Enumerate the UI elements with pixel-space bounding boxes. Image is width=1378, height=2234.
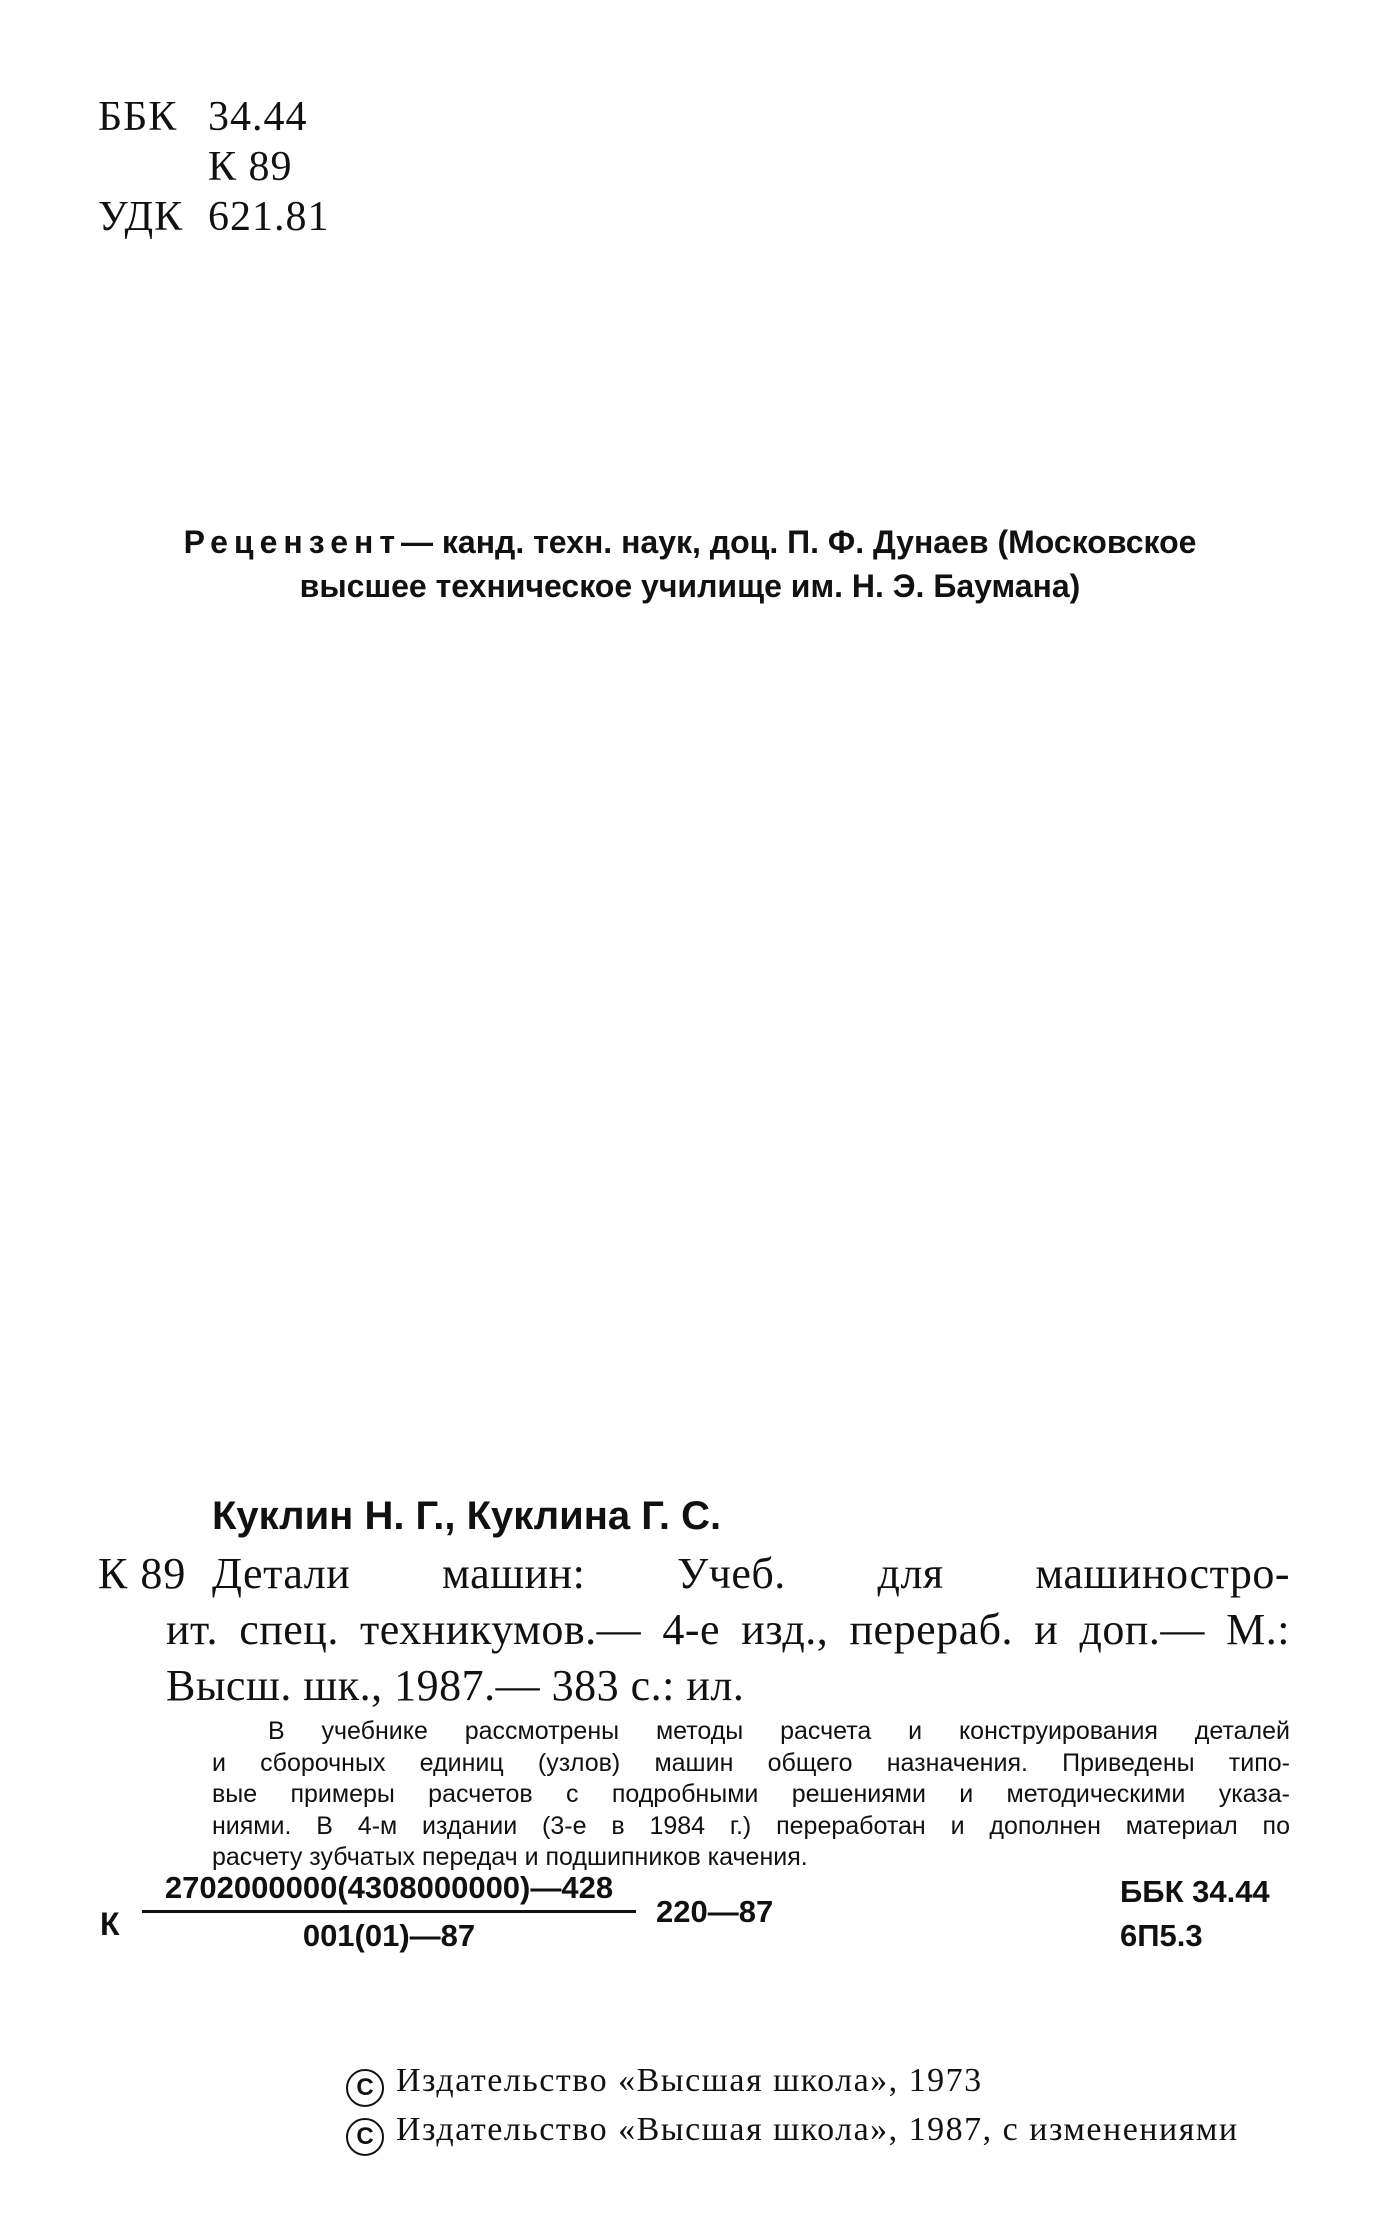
description-line: ит. спец. техникумов.— 4-е изд., перераб. и доп.— М.: (166, 1605, 1290, 1654)
catalog-bbk: ББК 34.44 (1120, 1874, 1270, 1909)
annotation-line: ниями. В 4-м издании (3-е в 1984 г.) переработан и дополнен материал по (212, 1811, 1290, 1840)
copyright-text-1: Издательство «Высшая школа», 1973 (396, 2062, 983, 2099)
copyright-line-1 (346, 2058, 1239, 2107)
reviewer-line-2: высшее техническое училище им. Н. Э. Баумана) (299, 568, 1081, 604)
copyright-icon: С (346, 2118, 384, 2156)
udk-label: УДК (98, 194, 184, 240)
catalog-fraction (142, 1868, 636, 1955)
bbk-value: 34.44 (208, 94, 308, 140)
card-code: К 89 (98, 1549, 187, 1598)
description-line: Детали машин: Учеб. для машиностро- (212, 1549, 1290, 1598)
catalog-numerator: 2702000000(4308000000)—428 (164, 1870, 614, 1905)
annotation-line: вые примеры расчетов с подробными решениями и методическими указа- (212, 1780, 1290, 1808)
card-annotation (212, 1716, 1290, 1874)
catalog-prefix: К (100, 1906, 120, 1942)
catalog-bbk-block (1120, 1870, 1270, 1958)
reviewer-line-1 (100, 520, 1280, 564)
reviewer-text-1: — канд. техн. наук, доц. П. Ф. Дунаев (Московское (400, 524, 1197, 560)
author-mark: К 89 (208, 144, 293, 190)
catalog-denominator: 001(01)—87 (302, 1918, 476, 1953)
copyright-line-2 (346, 2107, 1239, 2156)
copyright-text-2: Издательство «Высшая школа», 1987, с изменениями (396, 2111, 1239, 2148)
bbk-label: ББК (98, 94, 178, 140)
catalog-subject-code: 6П5.3 (1120, 1918, 1203, 1953)
annotation-line: В учебнике рассмотрены методы расчета и конструирования деталей (268, 1717, 1290, 1745)
annotation-line: расчету зубчатых передач и подшипников качения. (212, 1843, 808, 1871)
fraction-bar (142, 1910, 636, 1913)
reviewer-block (100, 520, 1280, 608)
description-line: Высш. шк., 1987.— 383 с.: ил. (166, 1661, 745, 1710)
author-mark-line (98, 142, 330, 192)
udk-value: 621.81 (208, 194, 330, 240)
card-authors: Куклин Н. Г., Куклина Г. С. (212, 1494, 722, 1538)
card-description (166, 1546, 1290, 1714)
catalog-suffix: 220—87 (656, 1894, 774, 1929)
bbk-line (98, 92, 330, 142)
copyright-icon: С (346, 2069, 384, 2107)
reviewer-label: Рецензент (183, 524, 401, 560)
annotation-line: и сборочных единиц (узлов) машин общего назначения. Приведены типо- (212, 1748, 1290, 1777)
classification-block (98, 92, 330, 242)
udk-line (98, 192, 330, 242)
copyright-block (346, 2058, 1239, 2156)
